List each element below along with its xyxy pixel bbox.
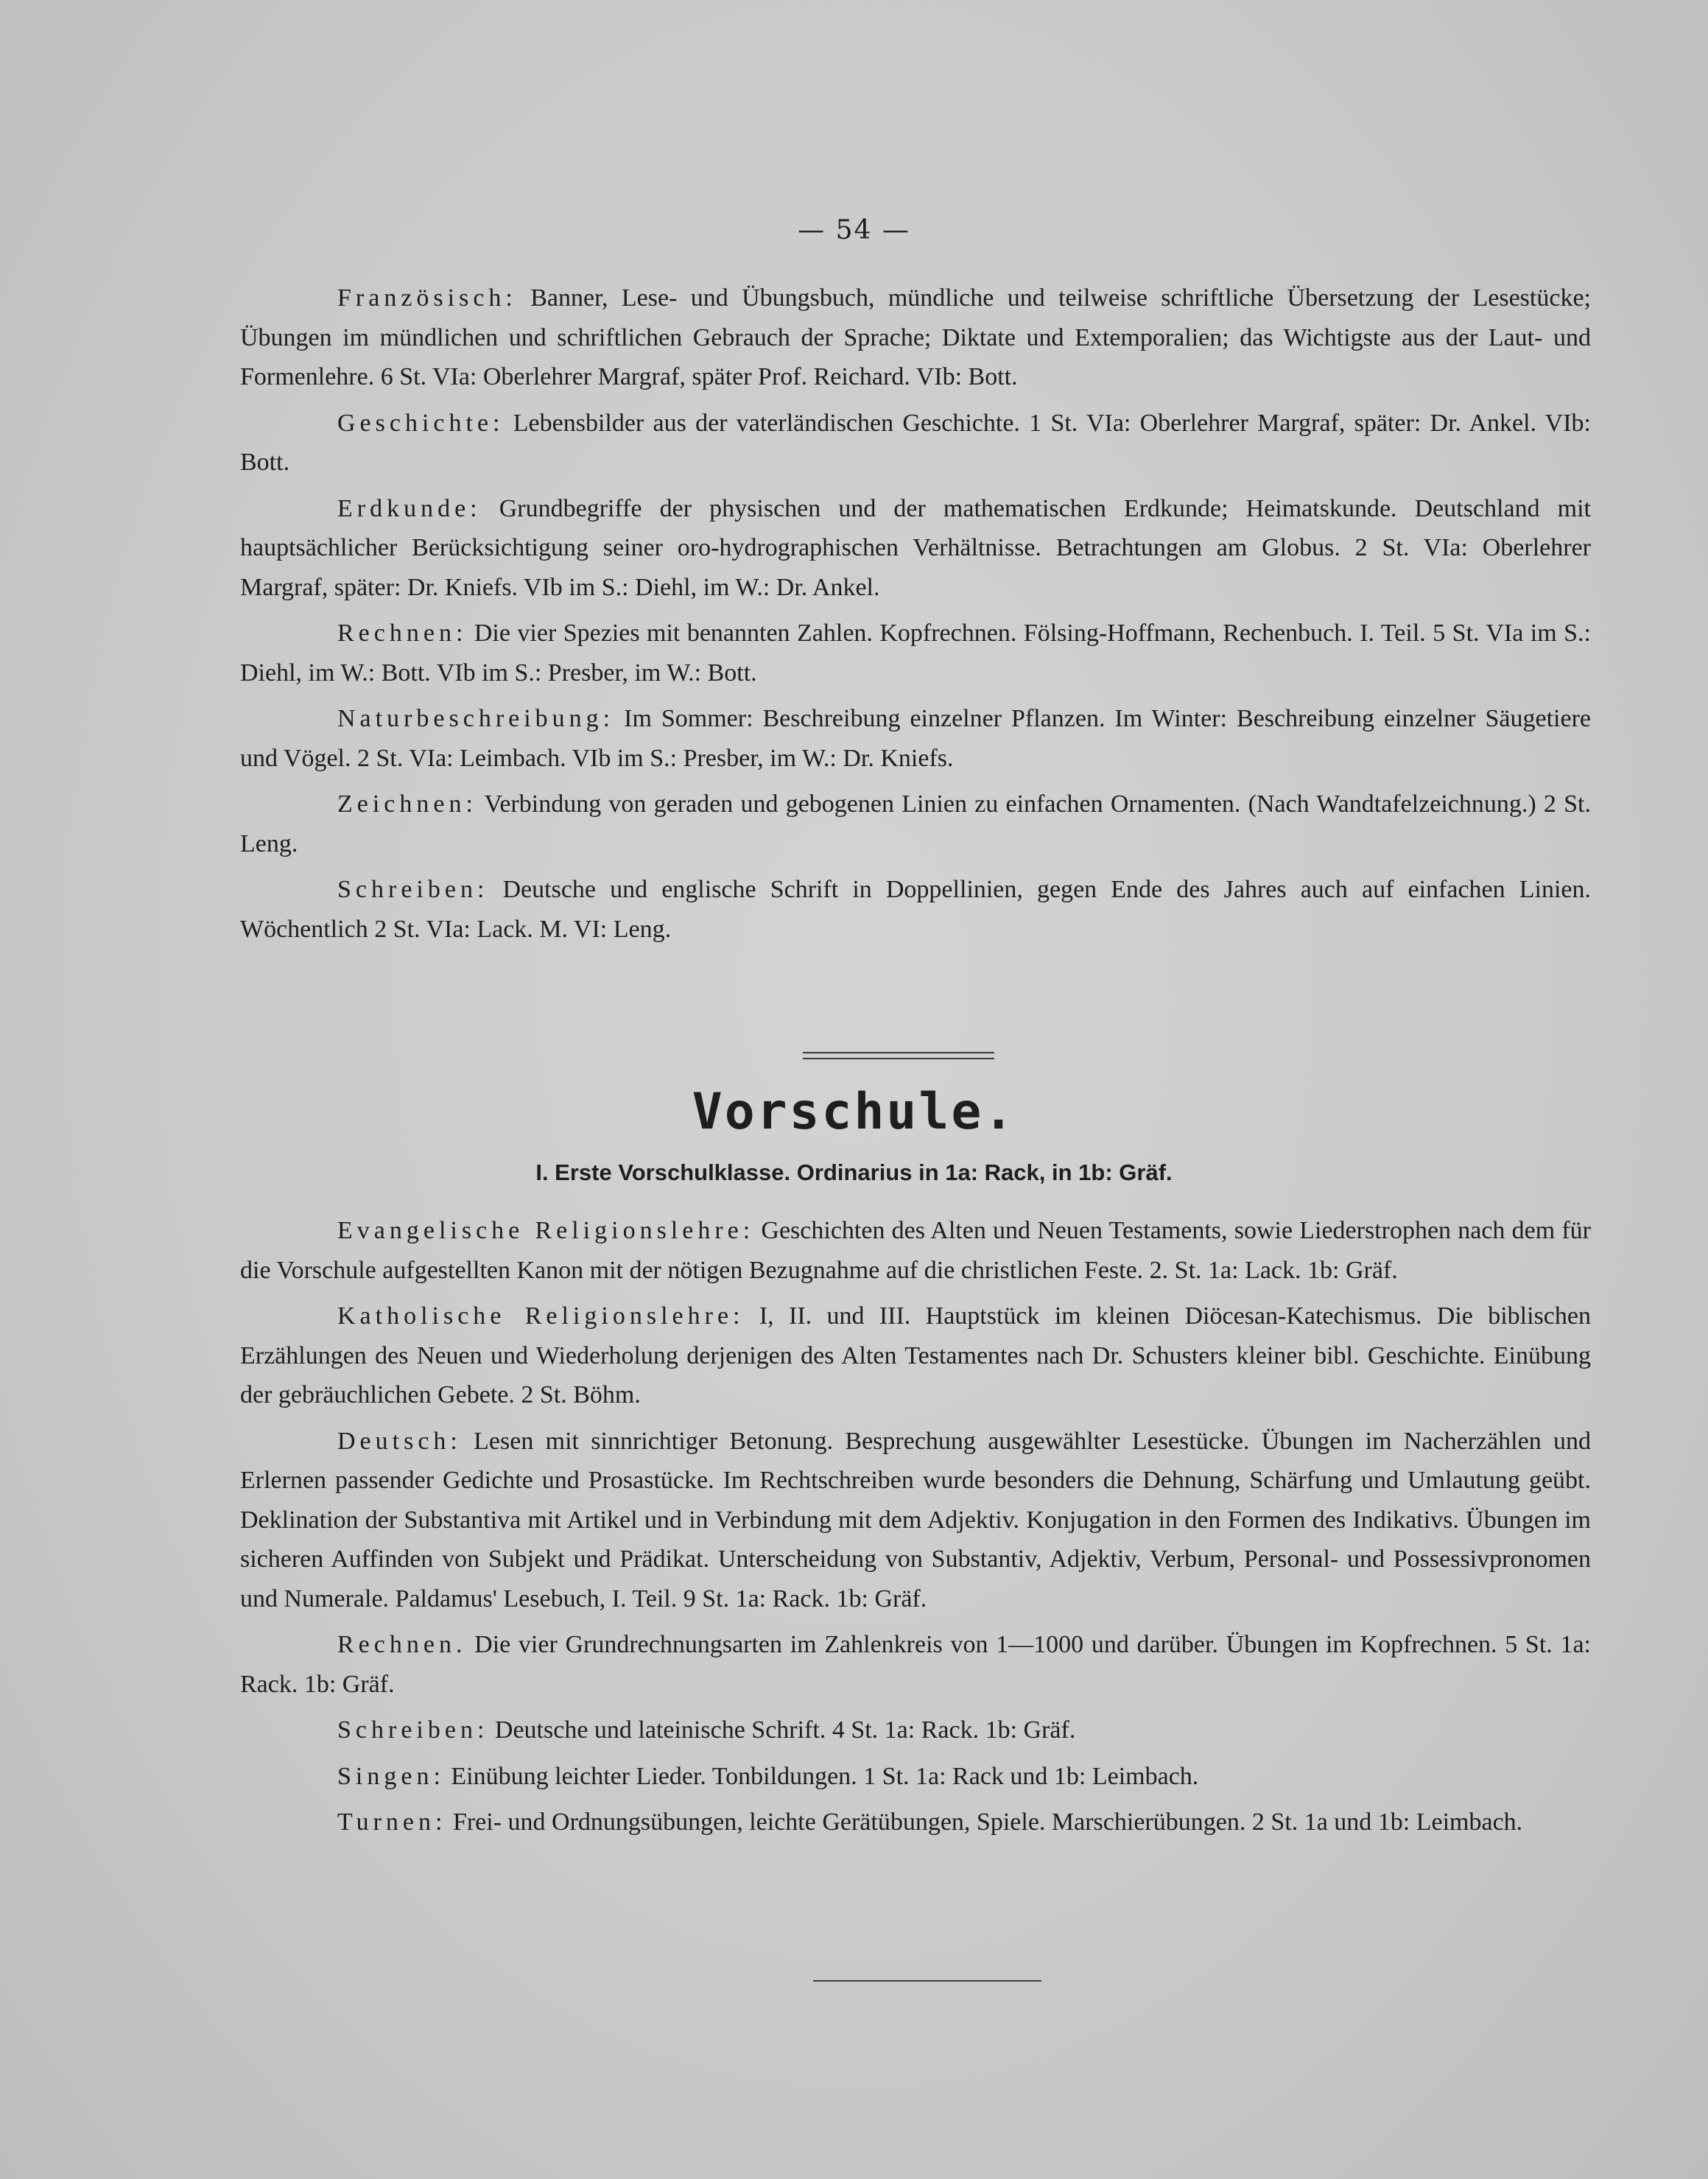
subject-heading: Evangelische Religionslehre:	[337, 1217, 755, 1244]
subject-heading: Deutsch:	[337, 1427, 462, 1455]
paragraph-body: Banner, Lese- und Übungsbuch, mündliche und teilweise schriftliche Übersetzung der Lesestücke; Übungen im mündlichen und schriftlichen Gebrauch der Sprache; Diktate und Extemporalien; das Wichtigste aus der Laut- und Formenlehre. 6 St. VIa: Oberlehrer Margraf, später Prof. Reichard. VIb: Bott.	[240, 284, 1591, 390]
paragraph-body: Frei- und Ordnungsübungen, leichte Gerätübungen, Spiele. Marschierübungen. 2 St. 1a und 1b: Leimbach.	[446, 1808, 1523, 1836]
paragraph-body: Die vier Spezies mit benannten Zahlen. Kopfrechnen. Fölsing-Hoffmann, Rechenbuch. I. Teil. 5 St. VIa im S.: Diehl, im W.: Bott. VIb im S.: Presber, im W.: Bott.	[240, 620, 1591, 687]
paragraph-body: Deutsche und englische Schrift in Doppellinien, gegen Ende des Jahres auch auf einfachen Linien. Wöchentlich 2 St. VIa: Lack. M. VI: Leng.	[240, 876, 1591, 943]
paragraph-naturbeschreibung	[240, 699, 1591, 778]
subject-heading: Turnen:	[337, 1808, 447, 1836]
subject-heading: Französisch:	[337, 284, 517, 312]
paragraph-body: Im Sommer: Beschreibung einzelner Pflanzen. Im Winter: Beschreibung einzelner Säugetiere und Vögel. 2 St. VIa: Leimbach. VIb im S.: Presber, im W.: Dr. Kniefs.	[240, 705, 1591, 772]
page-number: — 54 —	[798, 215, 910, 245]
section-subtitle: I. Erste Vorschulklasse. Ordinarius in 1a: Rack, in 1b: Gräf.	[535, 1159, 1173, 1185]
paragraph-body: Geschichten des Alten und Neuen Testaments, sowie Liederstrophen nach dem für die Vorschule aufgestellten Kanon mit der nötigen Bezugnahme auf die christlichen Feste. 2. St. 1a: Lack. 1b: Gräf.	[240, 1217, 1592, 1284]
double-divider	[803, 1052, 994, 1059]
paragraph-katholische-religionslehre	[240, 1296, 1591, 1415]
subject-heading: Zeichnen:	[337, 790, 477, 818]
paragraph-schreiben	[240, 870, 1591, 949]
paragraph-body: Lebensbilder aus der vaterländischen Geschichte. 1 St. VIa: Oberlehrer Margraf, später: Dr. Ankel. VIb: Bott.	[240, 409, 1591, 476]
subject-heading: Erdkunde:	[337, 494, 482, 522]
paragraph-singen	[240, 1757, 1591, 1797]
paragraph-body: Verbindung von geraden und gebogenen Linien zu einfachen Ornamenten. (Nach Wandtafelzeichnung.) 2 St. Leng.	[240, 790, 1591, 857]
paragraph-body: I, II. und III. Hauptstück im kleinen Diöcesan-Katechismus. Die biblischen Erzählungen des Neuen und Wiederholung derjenigen des Alten Testamentes nach Dr. Schusters kleiner bibl. Geschichte. Einübung der gebräuchlichen Gebete. 2 St. Böhm.	[240, 1302, 1591, 1408]
subject-heading: Schreiben:	[337, 876, 489, 903]
subject-heading: Geschichte:	[337, 409, 505, 437]
subject-heading: Naturbeschreibung:	[337, 705, 615, 732]
paragraph-evangelische-religionslehre	[240, 1211, 1591, 1290]
subject-heading: Singen:	[337, 1762, 445, 1790]
paragraph-geschichte	[240, 404, 1591, 483]
paragraph-rechnen-vorschule	[240, 1625, 1591, 1704]
paragraph-erdkunde	[240, 489, 1591, 608]
subject-heading: Rechnen.	[337, 1631, 467, 1658]
subject-heading: Katholische Religionslehre:	[337, 1302, 745, 1330]
paragraph-turnen	[240, 1803, 1591, 1842]
subject-heading: Schreiben:	[337, 1716, 489, 1744]
subject-heading: Rechnen:	[337, 620, 468, 647]
bottom-divider	[813, 1980, 1041, 1982]
section-title: Vorschule.	[692, 1083, 1016, 1141]
paragraph-body: Grundbegriffe der physischen und der mathematischen Erdkunde; Heimatskunde. Deutschland mit hauptsächlicher Berücksichtigung seiner oro-hydrographischen Verhältnisse. Betrachtungen am Globus. 2 St. VIa: Oberlehrer Margraf, später: Dr. Kniefs. VIb im S.: Diehl, im W.: Dr. Ankel.	[240, 494, 1591, 601]
paragraph-body: Die vier Grundrechnungsarten im Zahlenkreis von 1—1000 und darüber. Übungen im Kopfrechnen. 5 St. 1a: Rack. 1b: Gräf.	[240, 1631, 1591, 1698]
paragraph-franzoesisch	[240, 278, 1591, 397]
paragraph-body: Lesen mit sinnrichtiger Betonung. Besprechung ausgewählter Lesestücke. Übungen im Nacherzählen und Erlernen passender Gedichte und Prosastücke. Im Rechtschreiben wurde besonders die Dehnung, Schärfung und Umlautung geübt. Deklination der Substantiva mit Artikel und in Verbindung mit dem Adjektiv. Konjugation in den Formen des Indikativs. Übungen im sicheren Auffinden von Subjekt und Prädikat. Unterscheidung von Substantiv, Adjektiv, Verbum, Personal- und Possessivpronomen und Numerale. Paldamus' Lesebuch, I. Teil. 9 St. 1a: Rack. 1b: Gräf.	[240, 1427, 1591, 1613]
paragraph-deutsch	[240, 1422, 1591, 1619]
paragraph-schreiben-vorschule	[240, 1710, 1591, 1750]
upper-section	[240, 278, 1591, 955]
lower-section	[240, 1211, 1591, 1849]
paragraph-rechnen	[240, 614, 1591, 692]
paragraph-body: Deutsche und lateinische Schrift. 4 St. 1a: Rack. 1b: Gräf.	[488, 1716, 1076, 1744]
paragraph-body: Einübung leichter Lieder. Tonbildungen. 1 St. 1a: Rack und 1b: Leimbach.	[444, 1762, 1199, 1790]
paragraph-zeichnen	[240, 785, 1591, 863]
